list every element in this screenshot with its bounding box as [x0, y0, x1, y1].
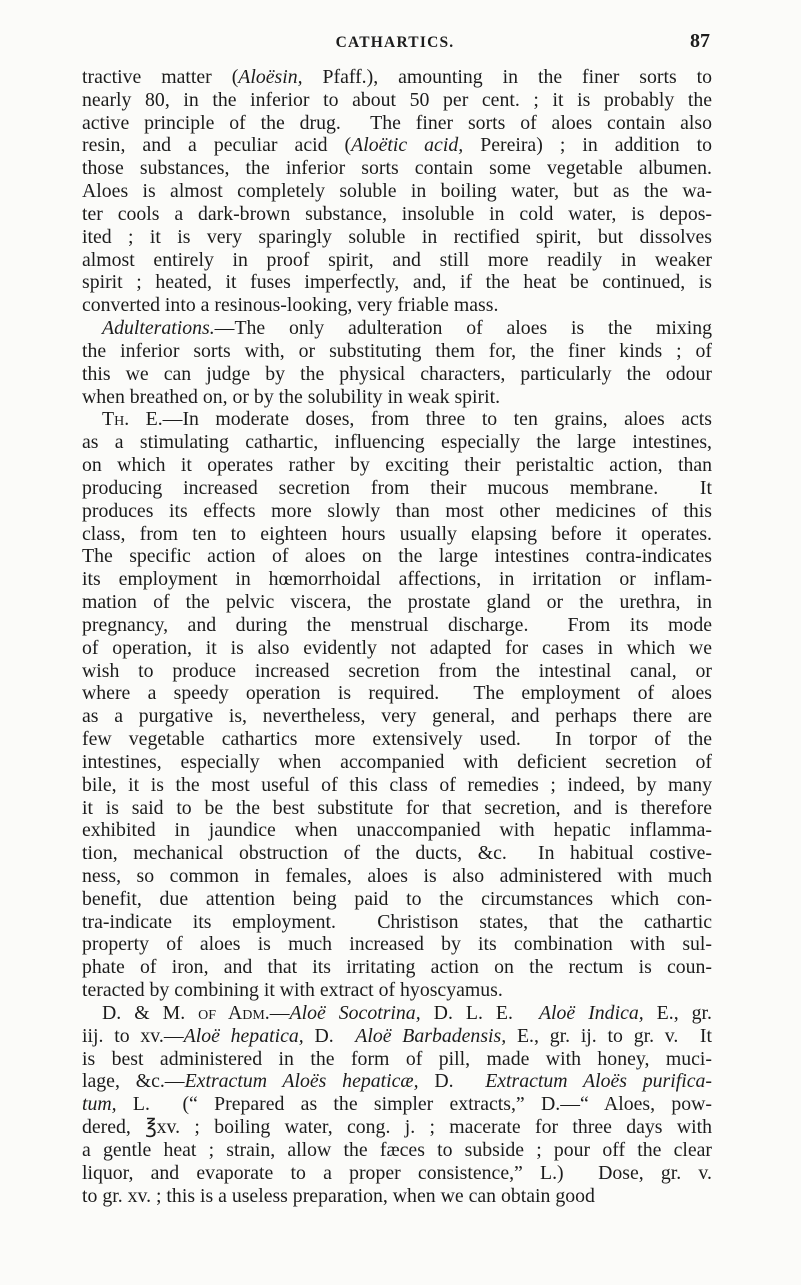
text-run: intestines, especially when accompanied with deficient secretion of	[82, 750, 712, 773]
text-line	[82, 226, 712, 249]
text-run: it is said to be the best substitute for that secretion, and is therefore	[82, 796, 712, 819]
text-run: ited ; it is very sparingly soluble in rectified spirit, but dissolves	[82, 225, 712, 248]
text-run: its employment in hœmorrhoidal affections, in irritation or inflam-	[82, 568, 712, 591]
running-head	[80, 30, 710, 54]
text-line	[82, 294, 712, 317]
text-run: liquor, and evaporate to a proper consistence,” L.) Dose, gr. v.	[82, 1161, 712, 1184]
text-line	[82, 797, 712, 820]
text-run: on which it operates rather by exciting their peristaltic action, than	[82, 454, 712, 477]
text-run: Pereira) ; in addition to	[463, 134, 713, 157]
small-caps-text: Th. E.	[102, 408, 163, 431]
italic-text: Aloësin,	[238, 66, 303, 88]
text-run: is best administered in the form of pill, made with honey, muci-	[82, 1047, 712, 1070]
text-run: when breathed on, or by the solubility in weak spirit.	[82, 385, 501, 408]
text-run: class, from ten to eighteen hours usually elapsing before it operates.	[82, 522, 712, 545]
text-run: wish to produce increased secretion from the intestinal canal, or	[82, 659, 712, 682]
text-line	[82, 751, 712, 774]
text-line	[82, 1070, 712, 1093]
italic-text: Extractum Aloës hepaticæ,	[184, 1070, 419, 1093]
text-line	[82, 454, 712, 477]
text-run: where a speedy operation is required. The employment of aloes	[82, 682, 712, 705]
text-line	[82, 363, 712, 386]
text-line	[82, 1025, 712, 1048]
text-line	[82, 637, 712, 660]
text-run: producing increased secretion from their mucous membrane. It	[82, 476, 712, 499]
text-line	[82, 1185, 712, 1208]
text-line	[82, 933, 712, 956]
italic-text: Extractum Aloës purifica-	[485, 1070, 712, 1093]
text-run: tra-indicate its employment. Christison states, that the cathartic	[82, 910, 712, 933]
text-run: lage, &c.—	[82, 1070, 185, 1093]
text-line	[82, 568, 712, 591]
italic-text: Aloë Indica,	[538, 1001, 644, 1024]
text-run: few vegetable cathartics more extensively used. In torpor of the	[82, 728, 712, 751]
text-line	[82, 66, 712, 89]
italic-text: Aloë Barbadensis,	[355, 1024, 507, 1047]
text-run: L. (“ Prepared as the simpler extracts,” D.—“ Aloes, pow-	[116, 1093, 712, 1116]
text-line	[82, 134, 712, 157]
text-run: those substances, the inferior sorts contain some vegetable albumen.	[82, 157, 712, 180]
text-run: active principle of the drug. The finer sorts of aloes contain also	[82, 111, 712, 134]
text-line	[82, 408, 712, 431]
italic-text: Aloë Socotrina,	[289, 1001, 421, 1024]
text-run: Aloes is almost completely soluble in boiling water, but as the wa-	[82, 180, 712, 203]
text-line	[82, 431, 712, 454]
text-line	[82, 682, 712, 705]
text-run: phate of iron, and that its irritating action on the rectum is coun-	[82, 956, 712, 979]
text-line	[82, 911, 712, 934]
text-run: produces its effects more slowly than most other medicines of this	[82, 499, 712, 522]
text-run: —The only adulteration of aloes is the mixing	[214, 317, 712, 340]
text-run: this we can judge by the physical characters, particularly the odour	[82, 362, 712, 385]
text-line	[82, 819, 712, 842]
text-line	[82, 1116, 712, 1139]
text-line	[82, 271, 712, 294]
text-line	[82, 1093, 712, 1116]
text-line	[82, 774, 712, 797]
text-run: benefit, due attention being paid to the circumstances which con-	[82, 887, 712, 910]
text-line	[82, 842, 712, 865]
text-line	[82, 1002, 712, 1025]
text-line	[82, 1162, 712, 1185]
text-run: almost entirely in proof spirit, and still more readily in weaker	[82, 248, 712, 271]
text-line	[82, 979, 712, 1002]
text-line	[82, 1139, 712, 1162]
text-line	[82, 340, 712, 363]
text-run: dered, ℥xv. ; boiling water, cong. j. ; macerate for three days with	[82, 1116, 712, 1139]
text-line	[82, 888, 712, 911]
text-line	[82, 386, 712, 409]
text-line	[82, 500, 712, 523]
text-run: as a purgative is, nevertheless, very general, and perhaps there are	[82, 705, 712, 728]
text-line	[82, 477, 712, 500]
text-line	[82, 1048, 712, 1071]
text-run: nearly 80, in the inferior to about 50 per cent. ; it is probably the	[82, 88, 712, 111]
page-number: 87	[690, 30, 710, 52]
text-line	[82, 112, 712, 135]
text-line	[82, 180, 712, 203]
text-run: D.	[303, 1024, 356, 1047]
text-run: spirit ; heated, it fuses imperfectly, and, if the heat be continued, is	[82, 271, 712, 294]
text-line	[82, 249, 712, 272]
text-run: the inferior sorts with, or substituting them for, the finer kinds ; of	[82, 339, 712, 362]
text-run: bile, it is the most useful of this class of remedies ; indeed, by many	[82, 773, 712, 796]
text-run: iij. to xv.—	[82, 1024, 184, 1047]
text-run: ness, so common in females, aloes is also administered with much	[82, 864, 712, 887]
text-run: as a stimulating cathartic, influencing especially the large intestines,	[82, 431, 712, 454]
text-line	[82, 523, 712, 546]
text-line	[82, 545, 712, 568]
text-run: converted into a resinous-looking, very friable mass.	[82, 294, 499, 317]
text-run: mation of the pelvic viscera, the prostate gland or the urethra, in	[82, 591, 712, 614]
text-run: ter cools a dark-brown substance, insoluble in cold water, is depos-	[82, 202, 712, 225]
italic-text: Adulterations.	[102, 317, 215, 340]
text-line	[82, 956, 712, 979]
running-title: CATHARTICS.	[335, 34, 455, 51]
text-run: D.	[418, 1070, 486, 1093]
italic-text: Aloë hepatica,	[183, 1024, 304, 1047]
text-run: E., gr.	[643, 1001, 712, 1024]
text-run: Pfaff.), amounting in the finer sorts to	[302, 66, 712, 88]
italic-text: Aloëtic acid,	[351, 134, 464, 157]
text-line	[82, 203, 712, 226]
text-run: E., gr. ij. to gr. v. It	[506, 1024, 712, 1047]
small-caps-text: D. & M. of Adm.	[102, 1001, 270, 1024]
text-line	[82, 157, 712, 180]
italic-text: tum,	[82, 1093, 117, 1116]
text-line	[82, 317, 712, 340]
text-run: teracted by combining it with extract of hyoscyamus.	[82, 979, 503, 1002]
text-run: D. L. E.	[420, 1001, 539, 1024]
text-run: —In moderate doses, from three to ten grains, aloes acts	[162, 408, 712, 431]
text-line	[82, 865, 712, 888]
text-line	[82, 728, 712, 751]
text-run: resin, and a peculiar acid (	[82, 134, 352, 157]
text-line	[82, 660, 712, 683]
text-run: tractive matter (	[82, 66, 239, 88]
text-line	[82, 614, 712, 637]
text-run: of operation, it is also evidently not adapted for cases in which we	[82, 636, 712, 659]
text-run: exhibited in jaundice when unaccompanied with hepatic inflamma-	[82, 819, 712, 842]
text-line	[82, 705, 712, 728]
text-run: pregnancy, and during the menstrual discharge. From its mode	[82, 613, 712, 636]
text-run: The specific action of aloes on the large intestines contra-indicates	[82, 545, 712, 568]
text-run: a gentle heat ; strain, allow the fæces to subside ; pour off the clear	[82, 1138, 712, 1161]
text-run: tion, mechanical obstruction of the ducts, &c. In habitual costive-	[82, 842, 712, 865]
text-run: —	[269, 1001, 290, 1024]
text-line	[82, 591, 712, 614]
text-line	[82, 89, 712, 112]
text-run: property of aloes is much increased by its combination with sul-	[82, 933, 712, 956]
text-run: to gr. xv. ; this is a useless preparation, when we can obtain good	[82, 1184, 595, 1207]
body-text	[82, 66, 712, 1207]
